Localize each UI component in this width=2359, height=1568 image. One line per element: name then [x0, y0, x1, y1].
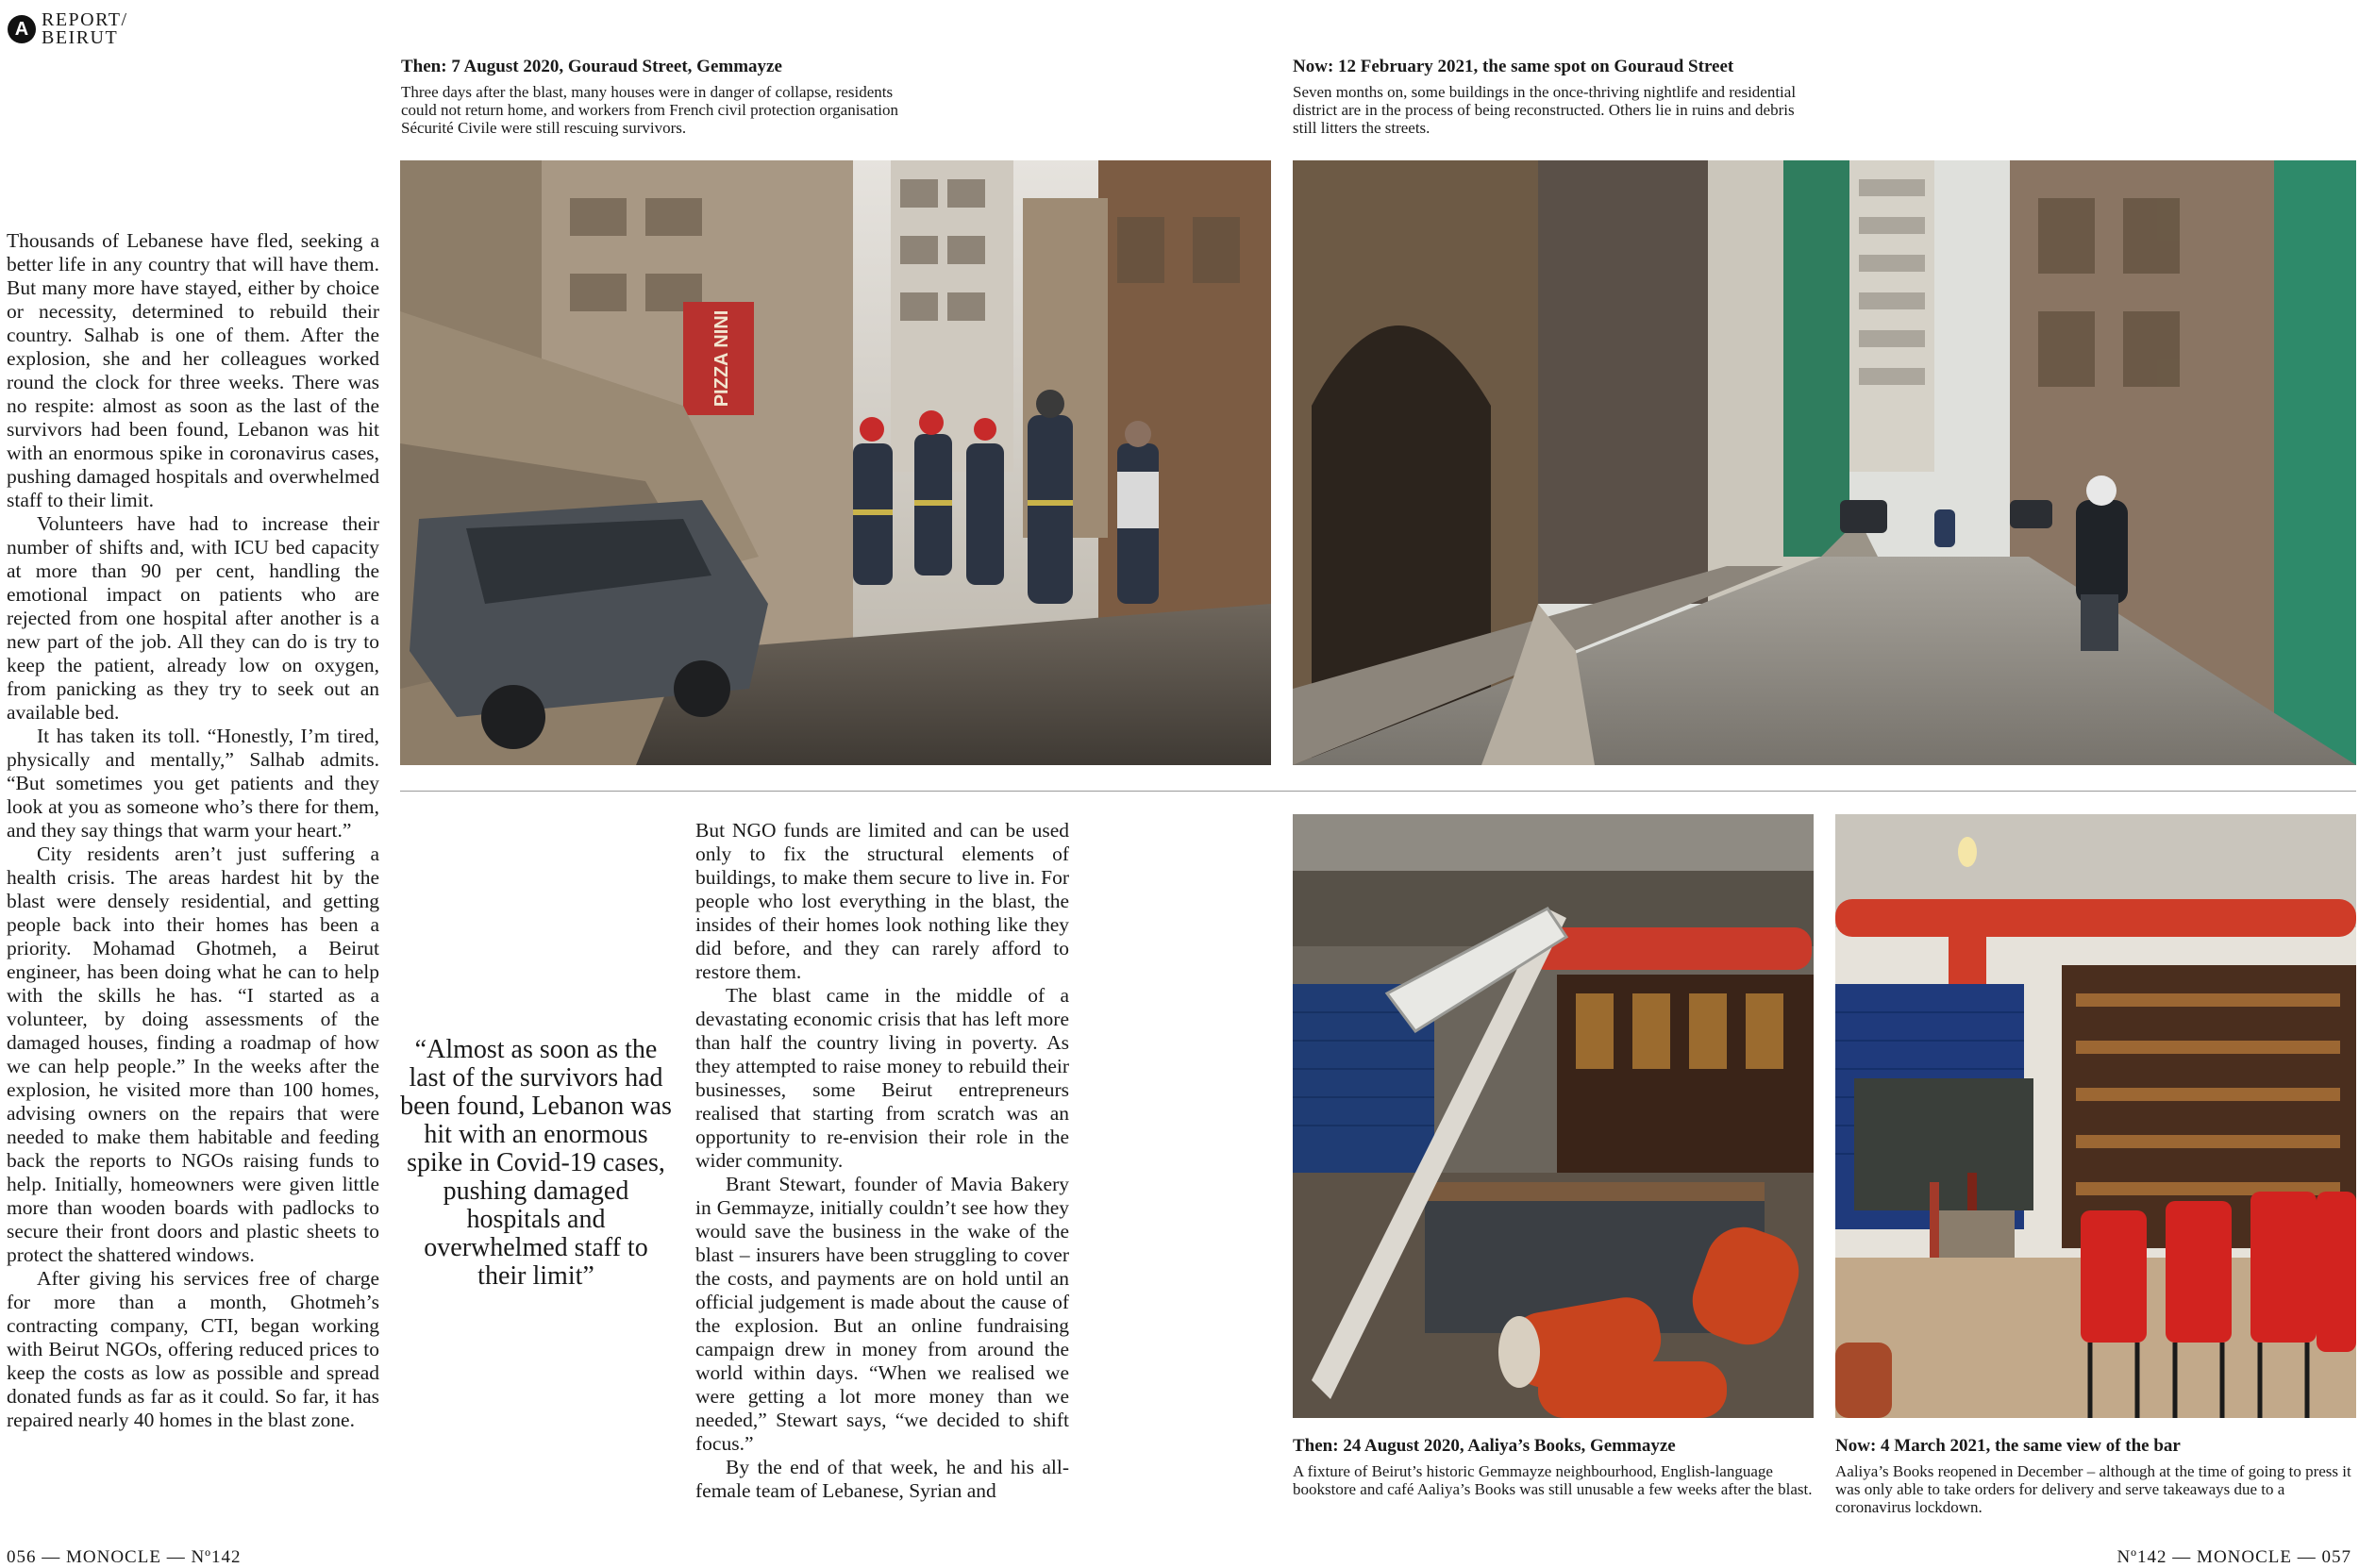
paragraph: But NGO funds are limited and can be used only to fix the structural elements of buildings, to make them secure to live in. For people who lost everything in the blast, the insides of their homes look nothing like they did before, and they can rarely afford to restore them. [695, 819, 1069, 983]
caption-title: Now: 12 February 2021, the same spot on Gouraud Street [1293, 57, 1734, 76]
article-column-1 [7, 229, 379, 1432]
caption-title: Now: 4 March 2021, the same view of the bar [1835, 1436, 2181, 1456]
photo-then-gouraud-street [400, 160, 1271, 765]
folio-left: 056 — MONOCLE — Nº142 [7, 1547, 242, 1567]
section-label-line1: REPORT/ [42, 9, 128, 30]
caption-top-right [1293, 57, 1821, 137]
paragraph: Brant Stewart, founder of Mavia Bakery in Gemmayze, initially couldn’t see how they would save the business in the wake of the blast – insurers have been struggling to cover the costs, and payments are on hold until an official judgement is made about the cause of the explosion. But an online fundraising campaign drew in money from around the world within days. “When we realised we were getting a lot more money than we needed,” Stewart says, “we decided to shift focus.” [695, 1173, 1069, 1455]
paragraph: City residents aren’t just suffering a health crisis. The areas hardest hit by the blast were densely residential, and getting people back into their homes has been a priority. Mohamad Ghotmeh, a Beirut engineer, has been doing what he can to help with the skills he has. “I started as a volunteer, by doing assessments of the damaged houses, finding a roadmap of how we can help people.” In the weeks after the explosion, he visited more than 100 homes, advising owners on the repairs that were needed to make them habitable and feeding back the reports to NGOs raising funds to help. Initially, homeowners were given little more than wooden boards with padlocks to secure their front doors and plastic sheets to protect the shattered windows. [7, 842, 379, 1266]
article-column-3 [695, 819, 1069, 1503]
paragraph: After giving his services free of charge for more than a month, Ghotmeh’s contracting company, CTI, began working with Beirut NGOs, offering reduced prices to keep the costs as low as possible and spread donated funds as far as it could. So far, it has repaired nearly 40 homes in the blast zone. [7, 1267, 379, 1431]
pizza-sign-text: PIZZA NINI [711, 309, 732, 408]
caption-text: Seven months on, some buildings in the once-thriving nightlife and residential district are in the process of being reconstructed. Others lie in ruins and debris still litters the streets. [1293, 83, 1797, 137]
paragraph: Volunteers have had to increase their number of shifts and, with ICU bed capacity at more than 90 per cent, handling the emotional impact on patients who are rejected from one hospital after another is a new part of the job. All they can do is try to keep the patient, already low on oxygen, from panicking as they try to seek out an available bed. [7, 512, 379, 724]
paragraph: Thousands of Lebanese have fled, seeking a better life in any country that will have them. But many more have stayed, either by choice or necessity, determined to rebuild their country. Salhab is one of them. After the explosion, she and her colleagues worked round the clock for three weeks. There was no respite: almost as soon as the last of the survivors had been found, Lebanon was hit with an enormous spike in coronavirus cases, pushing damaged hospitals and overwhelmed staff to their limit. [7, 229, 379, 511]
paragraph: The blast came in the middle of a devastating economic crisis that has left more than half the country living in poverty. As they attempted to raise money to rebuild their businesses, some Beirut entrepreneurs realised that starting from scratch was an opportunity to re-envision their role in the wider community. [695, 984, 1069, 1172]
caption-title: Then: 7 August 2020, Gouraud Street, Gemmayze [401, 57, 782, 76]
caption-text: A fixture of Beirut’s historic Gemmayze neighbourhood, English-language bookstore and café Aaliya’s Books was still unusable a few weeks after the blast. [1293, 1462, 1813, 1498]
folio-right: Nº142 — MONOCLE — 057 [2116, 1547, 2351, 1567]
photo-now-aaliyas-books [1835, 814, 2356, 1418]
photo-then-aaliyas-books [1293, 814, 1814, 1418]
section-divider [400, 791, 2356, 792]
pull-quote: “Almost as soon as the last of the survivors had been found, Lebanon was hit with an enormous spike in Covid-19 cases, pushing damaged hospitals and overwhelmed staff to their limit” [400, 1035, 672, 1291]
paragraph: It has taken its toll. “Honestly, I’m tired, physically and mentally,” Salhab admits. “But sometimes you get patients and they look at you as someone who’s there for them, and they say things that warm your heart.” [7, 725, 379, 842]
caption-text: Three days after the blast, many houses were in danger of collapse, residents could not return home, and workers from French civil protection organisation Sécurité Civile were still rescuing survivors. [401, 83, 899, 137]
caption-bottom-right [1835, 1436, 2356, 1516]
caption-text: Aaliya’s Books reopened in December – although at the time of going to press it was only able to take orders for delivery and serve takeaways due to a coronavirus lockdown. [1835, 1462, 2351, 1516]
section-badge: A [8, 15, 36, 43]
caption-bottom-left [1293, 1436, 1814, 1498]
caption-top-left [401, 57, 929, 137]
section-label-line2: BEIRUT [42, 27, 119, 48]
photo-now-gouraud-street [1293, 160, 2356, 765]
paragraph: By the end of that week, he and his all-female team of Lebanese, Syrian and [695, 1456, 1069, 1502]
caption-title: Then: 24 August 2020, Aaliya’s Books, Gemmayze [1293, 1436, 1676, 1456]
section-label [42, 11, 128, 47]
